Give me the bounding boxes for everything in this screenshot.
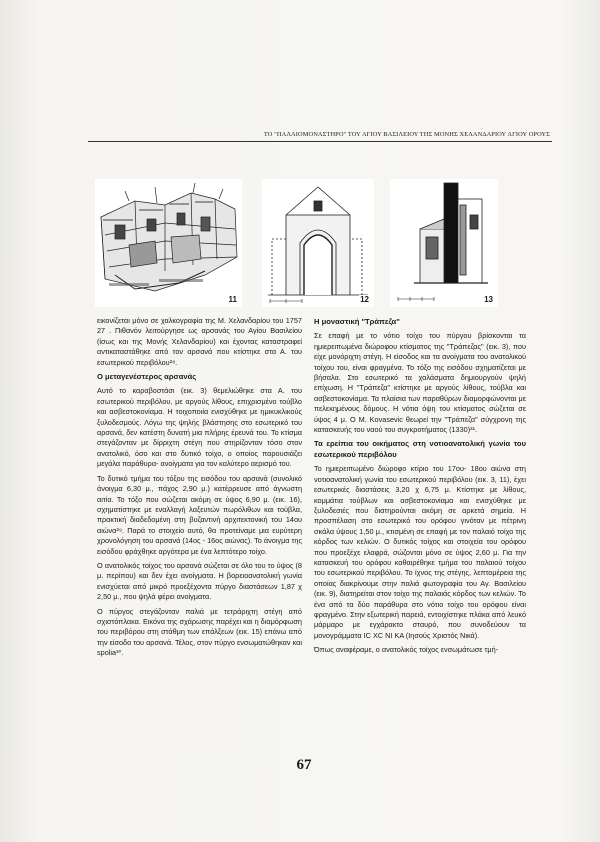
figure-11-drawing	[95, 179, 242, 307]
section-heading-ruins: Τα ερείπια του οικήματος στη νοτιοανατολική γωνία του εσωτερικού περιβόλου	[314, 439, 526, 459]
figure-12-drawing	[262, 179, 374, 307]
section-heading-trapeza: Η μοναστική "Τράπεζα"	[314, 317, 400, 326]
figure-13-drawing	[390, 179, 498, 307]
left-paragraph-4: Ο ανατολικός τοίχος του αρσανά σώζεται σε όλο του το ύψος (8 μ. περίπου) και δεν έχει ανοίγματα. Η βορειοανατολική γωνία ενισχύεται από μικρό προεξέχοντα πύργο διαστάσεων 1,87 χ 2,50 μ., που ψηλά φέρει ανοίγματα.	[97, 560, 302, 602]
left-paragraph-3: Το δυτικό τμήμα του τόξου της εισόδου του αρσανά (συνολικό άνοιγμα 6,30 μ., πάχος 2,90 μ.) κατέρρευσε από άγνωστη αιτία. Το τόξο που σώζεται ακόμη σε ύψος 6,90 μ. (εικ. 16), σχηματίστηκε με εναλλαγή λαξευτών πωρόλιθων και τούβλα, πρακτική διαδεδομένη στη βυζαντινή αρχιτεκτονική του 14ου αιώνα²⁹. Παρά το στοιχείο αυτό, θα προτείναμε μια ευρύτερη χρονολόγηση του αρσανά (14ος - 16ος αιώνας). Το άνοιγμα της εισόδου φράχθηκε αργότερα με ένα λεπτότερο τοίχο.	[97, 473, 302, 556]
section-heading-arsanas: Ο μεταγενέστερος αρσανάς	[97, 372, 197, 382]
page-number: 67	[296, 757, 312, 773]
running-header: ΤΟ "ΠΑΛΑΙΟΜΟΝΑΣΤΗΡΟ" ΤΟΥ ΑΓΙΟΥ ΒΑΣΙΛΕΙΟΥ ΤΗΣ ΜΟΝΗΣ ΧΕΛΑΝΔΑΡΙΟΥ ΑΓΙΟΥ ΟΡΟΥΣ	[263, 131, 550, 138]
figure-12	[262, 179, 374, 307]
right-paragraph-1: Σε επαφή με το νότιο τοίχο του πύργου βρίσκονται τα ημιερειπωμένα διώροφου κτίσματος της "Τράπεζας" (εικ. 3), που είχε μονόριχτη στέγη. Η είσοδος και τα ανοίγματα του ανατολικού τοίχου του, είναι φραγμένα. Το τόξο της εισόδου σχηματίζεται με βήσαλα. Στο εσωτερικό τα χαλάσματα δημιουργούν ψηλή επίχωση. Η "Τράπεζα" κτίστηκε με αργούς λίθους, τούβλα και ασβεστοκονίαμα. Τα πλαίσια των παραθύρων διαμορφώνονται με πελεκημένους δόμους. Η νότια όψη του κτίσματος σώζεται σε ύψος 4 μ. Ο Μ. Kovasevic θεωρεί την "Τράπεζα" σύγχρονη της κατασκευής του ναού του συγκροτήματος (1330)³¹.	[314, 331, 526, 435]
left-paragraph-2: Αυτό το καραβοστάσι (εικ. 3) θεμελιώθηκε στα Α. του εσωτερικού περιβόλου, με αργούς λίθους, επιχρισμένο τούβλο και ασβεστοκονίαμα. Η τοιχοποιία ενισχύθηκε με ημικυκλικούς ξυλοδεσμούς. Λόγω της ψηλής βλάστησης στο εσωτερικό του αρσανά, δεν κατέστη δυνατή μια πλήρης έρευνά του. Το κτίσμα στεγάζονταν με δίρριχτη στέγη που στηρίζονταν τόσο στον ανατολικό, όσο και στο δυτικό τοίχο, ο οποίος παρουσιάζει μεγάλα παράθυρα- ανοίγματα για τον καλύτερο αερισμό του.	[97, 386, 302, 469]
right-paragraph-3: Όπως αναφέραμε, ο ανατολικός τοίχος ενσωμάτωσε τμή-	[314, 645, 499, 655]
figure-12-number: 12	[360, 295, 369, 304]
figure-13	[390, 179, 498, 307]
left-paragraph-1: εικονίζεται μόνο σε χαλκογραφία της Μ. Χελανδαρίου του 1757 27 . Πιθανόν λειτούργησε ως αρσανάς του Αγίου Βασιλείου (ίσως και της Μονής Χελανδαρίου) και έχοντας καταστραφεί αντικαταστάθηκε από τον αρσανά που κτίστηκε στα Α. του εσωτερικού περιβόλου²⁸.	[97, 316, 302, 367]
figure-11-number: 11	[228, 295, 237, 304]
figure-11	[95, 179, 242, 307]
left-paragraph-5: Ο πύργος στεγάζονταν παλιά με τετράριχτη στέγη από σχιστόπλακα. Εικόνα της σχάρωσης παρέχει και η διαμόρφωση του περιβόρου στη στάθμη των επάλξεων (εικ. 15) επάνω από την είσοδο του αρσανά. Τέλος, στον πύργο ενσωματώθηκαν και spolia³⁰.	[97, 606, 302, 658]
right-text-column	[314, 316, 526, 660]
right-paragraph-2: Το ημιερειπωμένο διώροφο κτίριο του 17ου- 18ου αιώνα στη νοτιοανατολική γωνία του εσωτερικού περιβόλου (εικ. 3, 11), έχει εσωτερικές διαστάσεις 3,20 χ 6,75 μ. Κτίστηκε με λίθους, κομμάτια τούβλων και ασβεστοκονίαμα και ενισχύθηκε με ξυλοδεσιές που διατηρούνται ακόμη σε αρκετά σημεία. Η προσπέλαση στο εσωτερικό του ορόφου γινόταν με πέτρινη σκάλα ύψους 1,50 μ., κτισμένη σε επαφή με τον παλαιό τοίχο της κόρδος των κελιών. Ο δυτικός τοίχος και στοιχεία του ορόφου που προεξέχε ελαφρά, σώζονται μόνο σε ύψος 2,60 μ. Για την κατασκευή του ορόφου καθαιρέθηκε τμήμα του παλαιού τοίχου του εσωτερικού περιβόλου. Το ίχνος της στέγης, λεπτομέρεια της οποίας διακρίνουμε στην παλιά φωτογραφία του Αγ. Βασιλείου (εικ. 9), διατηρείται στον τοίχο της παλαιάς κόρδος των κελιών. Το ένα από τα δύο παράθυρα στο νότιο τοίχο του ορόφου είναι φραγμένο. Στην εξωτερική παρειά, εντοιχίστηκε πλάκα από λευκό μάρμαρο με εγχάρακτο σταυρό, που συνοδεύουν τα μονογράμματα IC XC NI KA (Ιησούς Χριστός Νικά).	[314, 464, 526, 640]
header-rule	[88, 141, 552, 142]
figure-13-number: 13	[484, 295, 493, 304]
left-text-column	[97, 316, 302, 663]
